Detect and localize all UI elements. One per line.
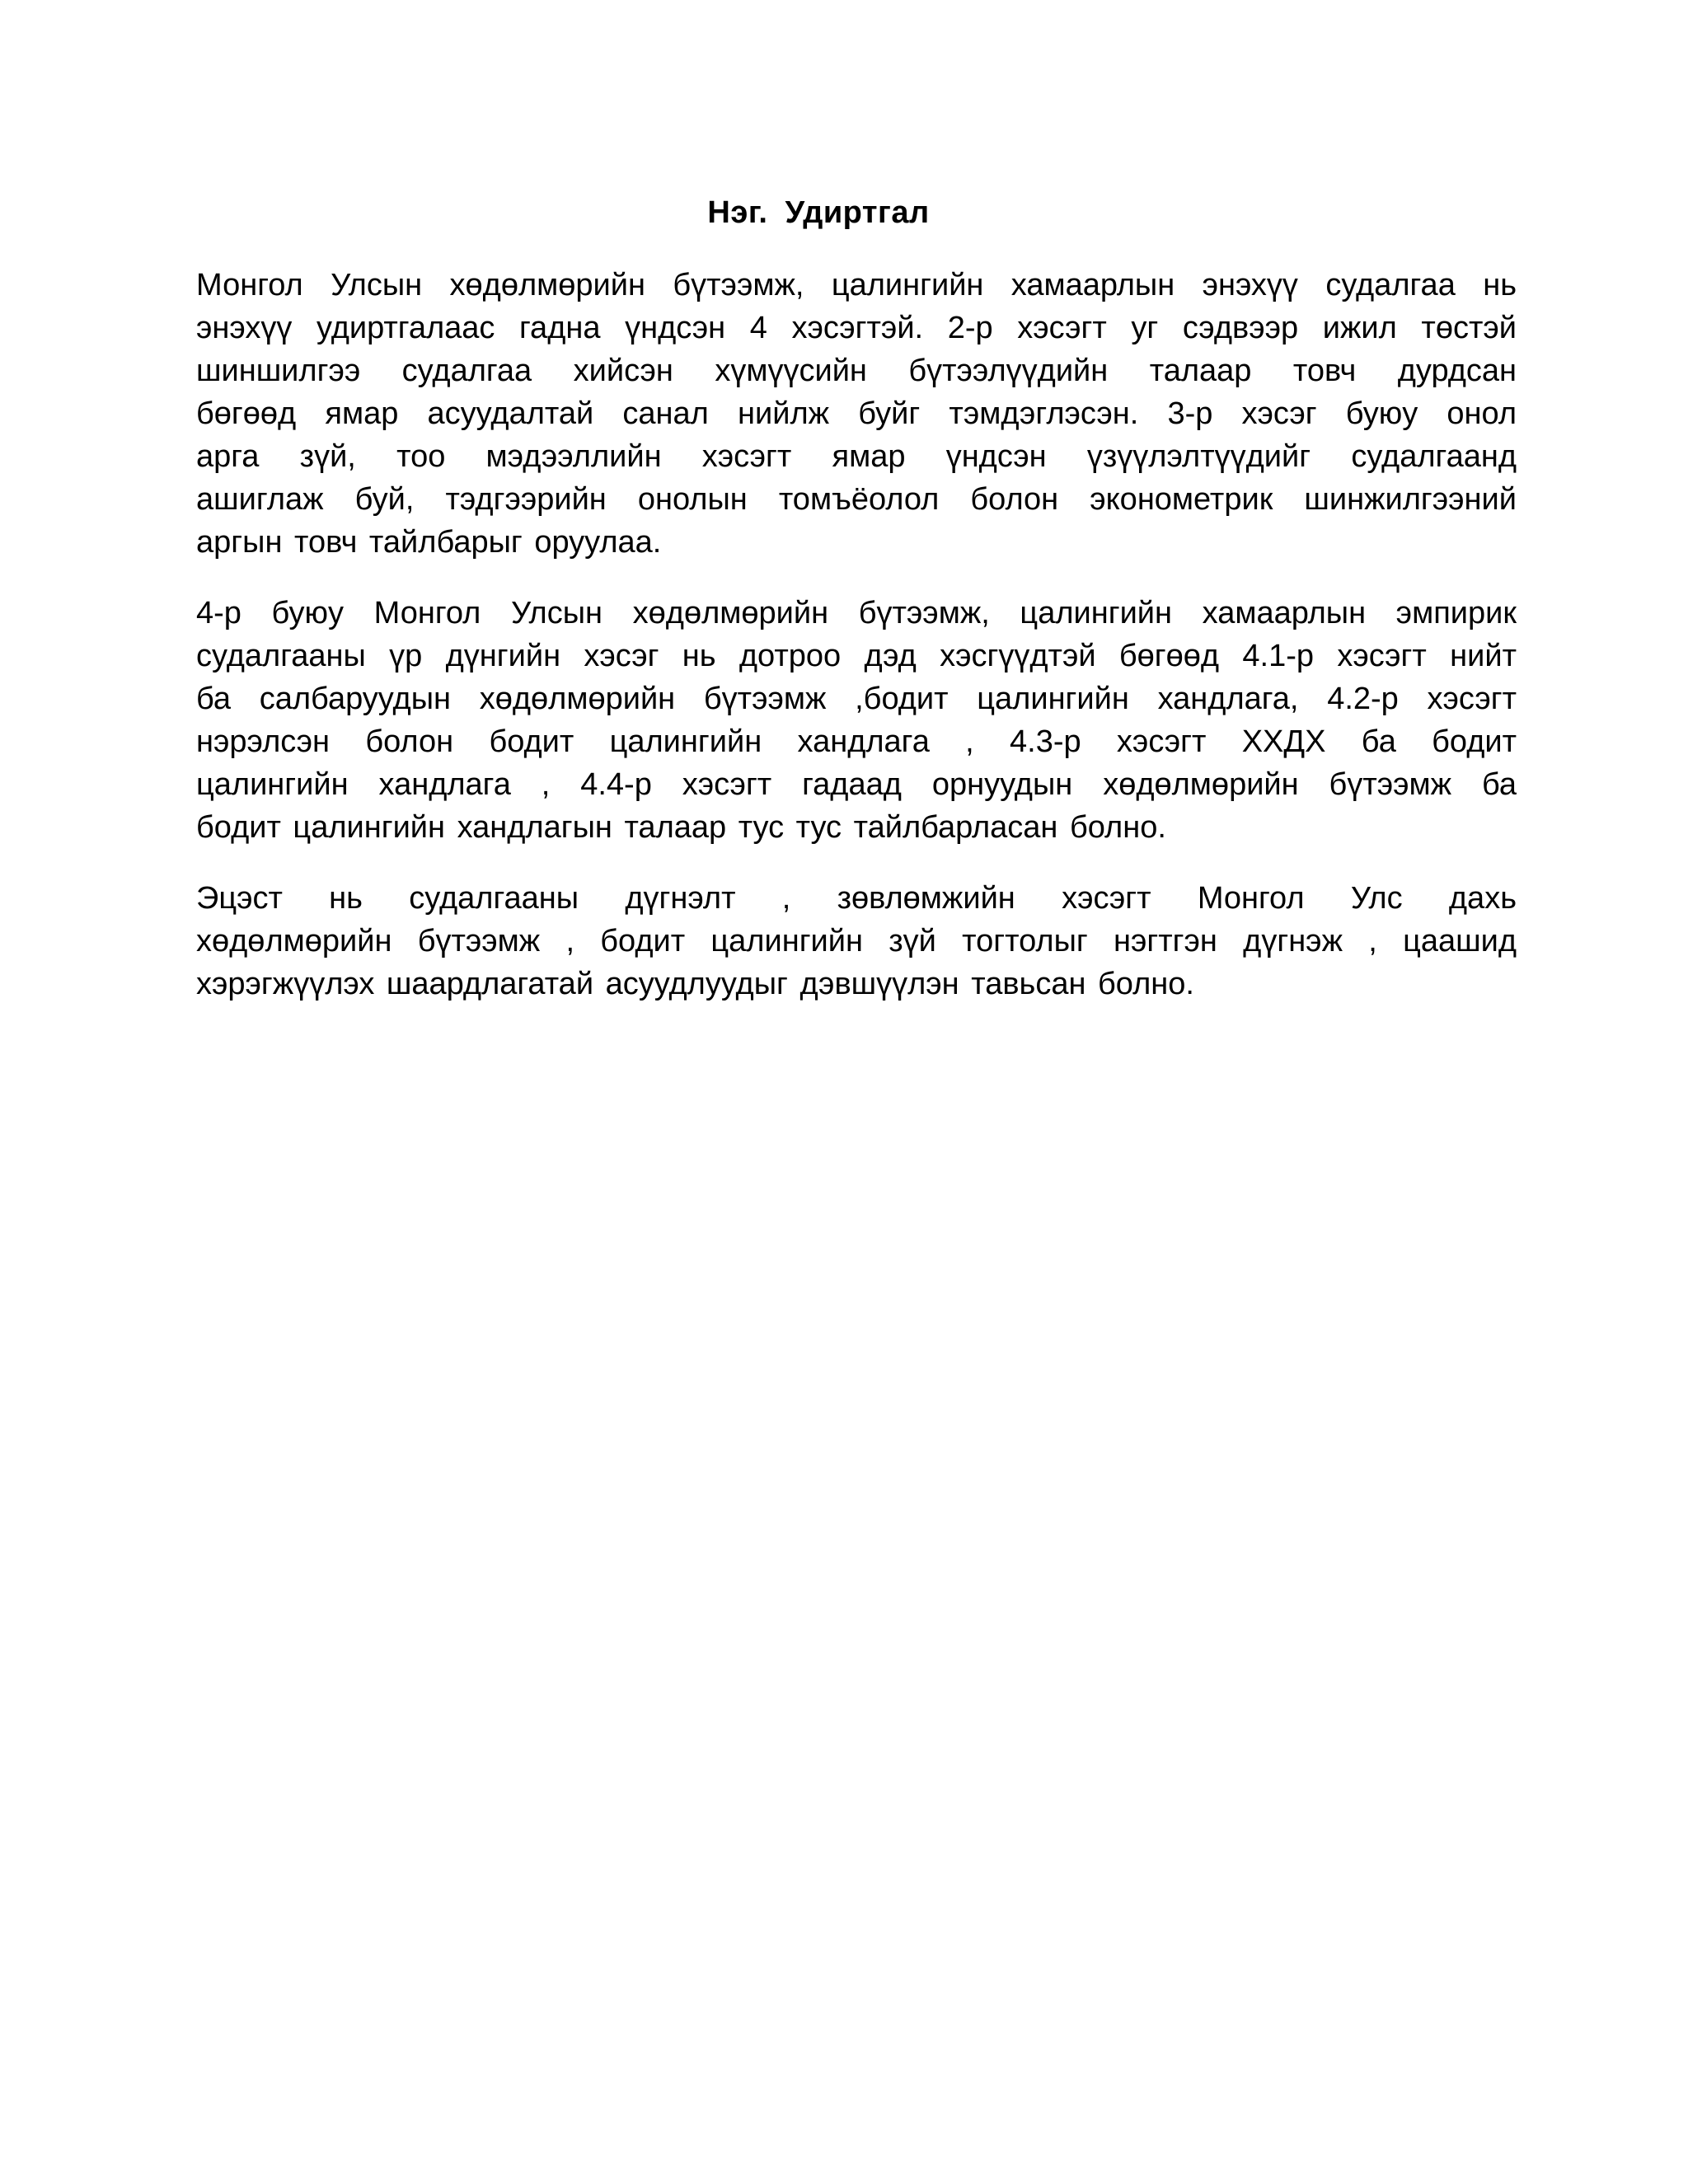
paragraph-line: нэрэлсэн болон бодит цалингийн хандлага , 4.3-р хэсэгт ХХДХ ба бодит — [196, 724, 1517, 759]
paragraph-line: хэрэгжүүлэх шаардлагатай асуудлуудыг дэвшүүлэн тавьсан болно. — [196, 967, 1194, 1001]
paragraph-line: Монгол Улсын хөдөлмөрийн бүтээмж, цалингийн хамаарлын энэхүү судалгаа нь — [196, 268, 1517, 302]
paragraph-line: ашиглаж буй, тэдгээрийн онолын томъёолол болон эконометрик шинжилгээний — [196, 482, 1517, 517]
paragraph-line: Эцэст нь судалгааны дүгнэлт , зөвлөмжийн хэсэгт Монгол Улс дахь — [196, 881, 1517, 916]
paragraph-line: судалгааны үр дүнгийн хэсэг нь дотроо дэд хэсгүүдтэй бөгөөд 4.1-р хэсэгт нийт — [196, 639, 1517, 673]
paragraph-line: арга зүй, тоо мэдээллийн хэсэгт ямар үндсэн үзүүлэлтүүдийг судалгаанд — [196, 439, 1517, 474]
paragraph-line: бөгөөд ямар асуудалтай санал нийлж буйг тэмдэглэсэн. 3-р хэсэг буюу онол — [196, 396, 1517, 431]
paragraph-3 — [196, 877, 1517, 1005]
section-title: Нэг. Удиртгал — [707, 195, 930, 230]
paragraph-2 — [196, 592, 1517, 849]
paragraph-line: ба салбаруудын хөдөлмөрийн бүтээмж ,бодит цалингийн хандлага, 4.2-р хэсэгт — [196, 682, 1517, 716]
paragraph-line: бодит цалингийн хандлагын талаар тус тус тайлбарласан болно. — [196, 810, 1166, 845]
paragraph-line: аргын товч тайлбарыг оруулаа. — [196, 525, 662, 560]
paragraph-line: 4-р буюу Монгол Улсын хөдөлмөрийн бүтээмж, цалингийн хамаарлын эмпирик — [196, 596, 1517, 630]
paragraph-1 — [196, 264, 1517, 564]
paragraph-line: энэхүү удиртгалаас гадна үндсэн 4 хэсэгтэй. 2-р хэсэгт уг сэдвээр ижил төстэй — [196, 311, 1517, 345]
paragraph-line: цалингийн хандлага , 4.4-р хэсэгт гадаад орнуудын хөдөлмөрийн бүтээмж ба — [196, 767, 1517, 802]
paragraph-line: шиншилгээ судалгаа хийсэн хүмүүсийн бүтээлүүдийн талаар товч дурдсан — [196, 354, 1517, 388]
paragraph-line: хөдөлмөрийн бүтээмж , бодит цалингийн зүй тогтолыг нэгтгэн дүгнэж , цаашид — [196, 924, 1517, 958]
